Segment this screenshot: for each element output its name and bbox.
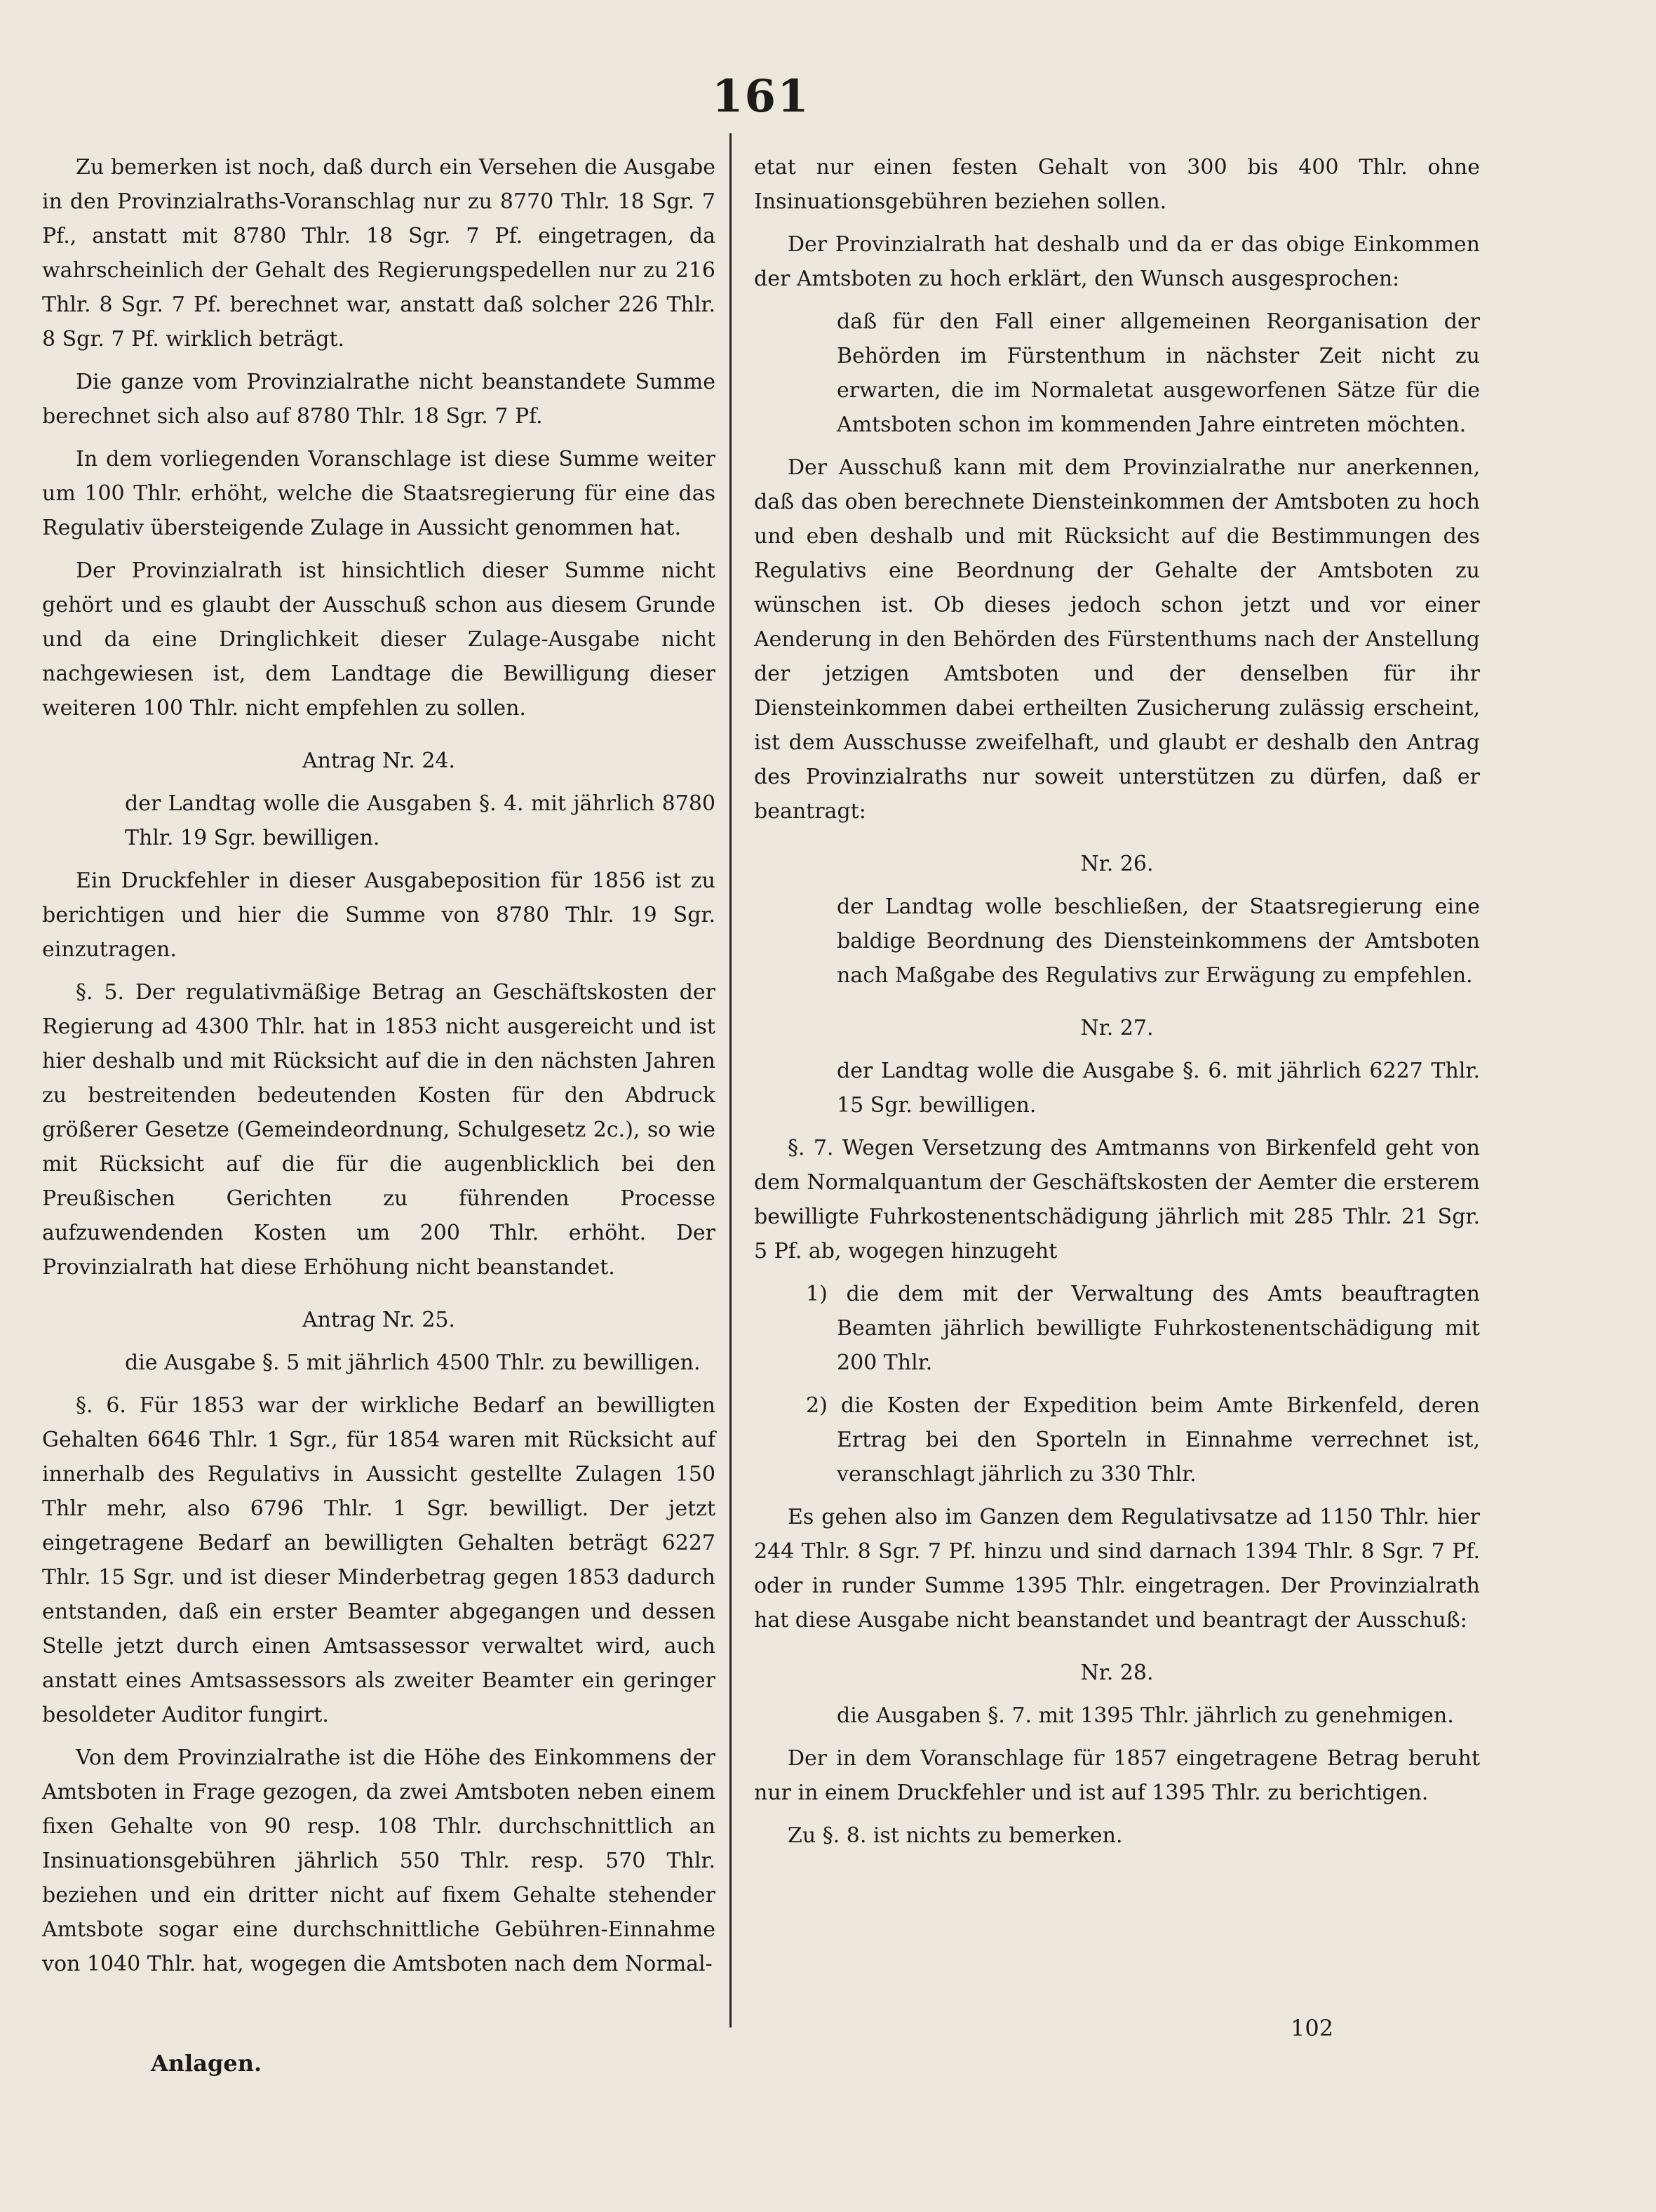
text-paragraph: Zu §. 8. ist nichts zu bemerken. — [788, 1823, 1123, 1848]
text-paragraph: §. 7. Wegen Versetzung des Amtmanns von Birkenfeld geht von dem Normalquantum der Geschäftskosten der Aemter die ersterem bewilligte Fuhrkostenentschädigung jährlich mit 285 Thlr. 21 Sgr. 5 Pf. ab, wogegen hinzugeht — [754, 1136, 1480, 1263]
text-paragraph: Der in dem Voranschlage für 1857 eingetragene Betrag beruht nur in einem Druckfehler und ist auf 1395 Thlr. zu berichtigen. — [754, 1746, 1480, 1805]
text-paragraph: 2) die Kosten der Expedition beim Amte Birkenfeld, deren Ertrag bei den Sporteln in Einnahme verrechnet ist, veranschlagt jährlich zu 330 Thlr. — [806, 1393, 1480, 1487]
left-column — [42, 150, 715, 1990]
text-paragraph: Die ganze vom Provinzialrathe nicht beanstandete Summe berechnet sich also auf 8780 Thlr. 18 Sgr. 7 Pf. — [42, 370, 715, 429]
text-paragraph: daß für den Fall einer allgemeinen Reorganisation der Behörden im Fürstenthum in nächster Zeit nicht zu erwarten, die im Normaletat ausgeworfenen Sätze für die Amtsboten schon im kommenden Jahre eintreten möchten. — [837, 309, 1480, 437]
text-paragraph: In dem vorliegenden Voranschlage ist diese Summe weiter um 100 Thlr. erhöht, welche die Staatsregierung für eine das Regulativ übersteigende Zulage in Aussicht genommen hat. — [42, 447, 715, 540]
text-paragraph: Es gehen also im Ganzen dem Regulativsatze ad 1150 Thlr. hier 244 Thlr. 8 Sgr. 7 Pf. hinzu und sind darnach 1394 Thlr. 8 Sgr. 7 Pf. oder in runder Summe 1395 Thlr. eingetragen. Der Provinzialrath hat diese Ausgabe nicht beanstandet und beantragt der Ausschuß: — [754, 1505, 1480, 1633]
text-paragraph: der Landtag wolle die Ausgaben §. 4. mit jährlich 8780 Thlr. 19 Sgr. bewilligen. — [125, 791, 715, 850]
section-heading: Antrag Nr. 25. — [302, 1308, 456, 1332]
text-paragraph: Zu bemerken ist noch, daß durch ein Versehen die Ausgabe in den Provinzialraths-Voranschlag nur zu 8770 Thlr. 18 Sgr. 7 Pf., anstatt mit 8780 Thlr. 18 Sgr. 7 Pf. eingetragen, da wahrscheinlich der Gehalt des Regierungspedellen nur zu 216 Thlr. 8 Sgr. 7 Pf. berechnet war, anstatt daß solcher 226 Thlr. 8 Sgr. 7 Pf. wirklich beträgt. — [42, 155, 715, 351]
text-paragraph: Der Ausschuß kann mit dem Provinzialrathe nur anerkennen, daß das oben berechnete Diensteinkommen der Amtsboten zu hoch und eben deshalb und mit Rücksicht auf die Bestimmungen des Regulativs eine Beordnung der Gehalte der Amtsboten zu wünschen ist. Ob dieses jedoch schon jetzt und vor einer Aenderung in den Behörden des Fürstenthums nach der Anstellung der jetzigen Amtsboten und der denselben für ihr Diensteinkommen dabei ertheilten Zusicherung zulässig erscheint, ist dem Ausschusse zweifelhaft, und glaubt er deshalb den Antrag des Provinzialraths nur soweit unterstützen zu dürfen, daß er beantragt: — [754, 455, 1480, 824]
section-heading: Nr. 27. — [1080, 1016, 1154, 1040]
text-paragraph: etat nur einen festen Gehalt von 300 bis 400 Thlr. ohne Insinuationsgebühren beziehen sollen. — [754, 155, 1480, 214]
text-paragraph: 1) die dem mit der Verwaltung des Amts beauftragten Beamten jährlich bewilligte Fuhrkostenentschädigung mit 200 Thlr. — [806, 1282, 1480, 1375]
page-number: 161 — [712, 70, 810, 123]
text-paragraph: der Landtag wolle beschließen, der Staatsregierung eine baldige Beordnung des Diensteinkommens der Amtsboten nach Maßgabe des Regulativs zur Erwägung zu empfehlen. — [837, 894, 1480, 988]
section-heading: Nr. 26. — [1080, 852, 1154, 876]
section-heading: Antrag Nr. 24. — [302, 749, 456, 773]
column-divider — [729, 133, 732, 2027]
text-paragraph: §. 5. Der regulativmäßige Betrag an Geschäftskosten der Regierung ad 4300 Thlr. hat in 1853 nicht ausgereicht und ist hier deshalb und mit Rücksicht auf die in den nächsten Jahren zu bestreitenden bedeutenden Kosten für den Abdruck größerer Gesetze (Gemeindeordnung, Schulgesetz 2c.), so wie mit Rücksicht auf die für die augenblicklich bei den Preußischen Gerichten zu führenden Processe aufzuwendenden Kosten um 200 Thlr. erhöht. Der Provinzialrath hat diese Erhöhung nicht beanstandet. — [42, 980, 715, 1280]
right-column — [754, 150, 1480, 1861]
sheet-number: 102 — [1291, 2015, 1334, 2042]
text-paragraph: Der Provinzialrath hat deshalb und da er das obige Einkommen der Amtsboten zu hoch erklärt, den Wunsch ausgesprochen: — [754, 232, 1480, 291]
text-paragraph: die Ausgaben §. 7. mit 1395 Thlr. jährlich zu genehmigen. — [837, 1703, 1454, 1728]
section-heading: Nr. 28. — [1080, 1661, 1154, 1685]
text-paragraph: Ein Druckfehler in dieser Ausgabeposition für 1856 ist zu berichtigen und hier die Summe von 8780 Thlr. 19 Sgr. einzutragen. — [42, 869, 715, 962]
footer-label: Anlagen. — [151, 2050, 262, 2077]
text-paragraph: der Landtag wolle die Ausgabe §. 6. mit jährlich 6227 Thlr. 15 Sgr. bewilligen. — [837, 1059, 1480, 1118]
text-paragraph: Von dem Provinzialrathe ist die Höhe des Einkommens der Amtsboten in Frage gezogen, da zwei Amtsboten neben einem fixen Gehalte von 90 resp. 108 Thlr. durchschnittlich an Insinuationsgebühren jährlich 550 Thlr. resp. 570 Thlr. beziehen und ein dritter nicht auf fixem Gehalte stehender Amtsbote sogar eine durchschnittliche Gebühren-Einnahme von 1040 Thlr. hat, wogegen die Amtsboten nach dem Normal- — [42, 1745, 715, 1976]
text-paragraph: die Ausgabe §. 5 mit jährlich 4500 Thlr. zu bewilligen. — [125, 1350, 701, 1375]
text-paragraph: Der Provinzialrath ist hinsichtlich dieser Summe nicht gehört und es glaubt der Ausschuß schon aus diesem Grunde und da eine Dringlichkeit dieser Zulage-Ausgabe nicht nachgewiesen ist, dem Landtage die Bewilligung dieser weiteren 100 Thlr. nicht empfehlen zu sollen. — [42, 558, 715, 720]
text-paragraph: §. 6. Für 1853 war der wirkliche Bedarf an bewilligten Gehalten 6646 Thlr. 1 Sgr., für 1854 waren mit Rücksicht auf innerhalb des Regulativs in Aussicht gestellte Zulagen 150 Thlr mehr, also 6796 Thlr. 1 Sgr. bewilligt. Der jetzt eingetragene Bedarf an bewilligten Gehalten beträgt 6227 Thlr. 15 Sgr. und ist dieser Minderbetrag gegen 1853 dadurch entstanden, daß ein erster Beamter abgegangen und dessen Stelle jetzt durch einen Amtsassessor verwaltet wird, auch anstatt eines Amtsassessors als zweiter Beamter ein geringer besoldeter Auditor fungirt. — [42, 1393, 715, 1727]
